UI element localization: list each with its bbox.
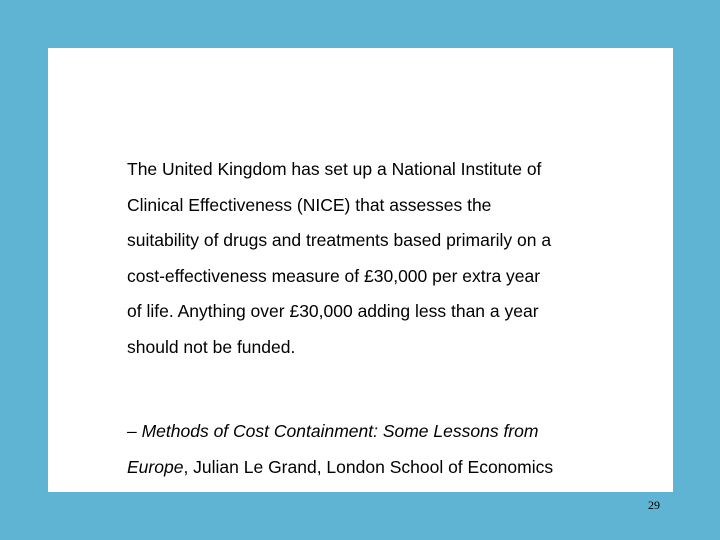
quote-line: The United Kingdom has set up a National Institute of — [127, 159, 542, 179]
quote-line: suitability of drugs and treatments based primarily on a — [127, 230, 552, 250]
source-title-continued: Europe — [127, 456, 184, 477]
quote-line: of life. Anything over £30,000 adding less than a year — [127, 301, 539, 321]
quote-line: Clinical Effectiveness (NICE) that assesses the — [127, 194, 492, 215]
source-title: – Methods of Cost Containment: Some Lessons from — [127, 421, 539, 441]
attribution — [127, 414, 647, 485]
source-author: , Julian Le Grand, London School of Economics — [183, 456, 554, 477]
quote-line: should not be funded. — [127, 336, 296, 357]
attribution-line-1 — [127, 414, 647, 450]
page-number: 29 — [648, 498, 660, 512]
attribution-line-2 — [127, 450, 647, 486]
quote-text — [127, 152, 627, 365]
quote-line: cost-effectiveness measure of £30,000 per extra year — [127, 265, 541, 286]
